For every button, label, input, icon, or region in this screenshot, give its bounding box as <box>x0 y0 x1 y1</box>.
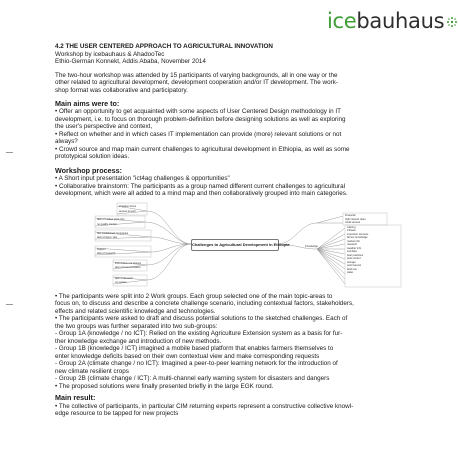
mind-map-node: no quality control <box>97 222 117 226</box>
icebauhaus-logo <box>327 7 449 35</box>
text-line: new climate resilient crops <box>55 367 129 375</box>
process-heading: Workshop process: <box>55 165 122 175</box>
text-line: other related to agricultural development, development cooperation and/or IT development. The work- <box>55 79 338 86</box>
mind-map-node: access to tech <box>119 209 136 213</box>
mind-map-node: lack of demand <box>115 276 133 280</box>
text-line: • Crowd source and map main current challenges to agricultural development in Ethiopia, as well as some <box>55 145 350 153</box>
text-line: • The participants were asked to draft and discuss potential solutions to the sketched challenges. Each of <box>55 315 348 323</box>
text-line: • Collaborative brainstorm: The participants as a group named different current challenges to agricultural <box>55 182 346 190</box>
mind-map-node: lack of input / dev <box>97 235 118 239</box>
text-line: the two groups was further separated into two sub-groups: <box>55 322 218 330</box>
mind-map-node: pest control <box>347 257 361 261</box>
mind-map-node: water <box>347 271 354 275</box>
mind-map-node: soil data <box>347 250 357 254</box>
mind-map-node: high interest rates <box>345 217 366 221</box>
aims-list <box>55 108 405 161</box>
mind-map-node: land use <box>347 267 357 271</box>
mind-map-node: credit access <box>345 221 361 225</box>
mind-map-node: best practices <box>347 253 364 257</box>
text-line: The two-hour workshop was attended by 15 participants of varying backgrounds, all in one way or the <box>55 71 338 79</box>
document-body <box>55 43 405 418</box>
final-line: • The proposed solutions were finally presented briefly in the large EGK round. <box>55 382 274 390</box>
mind-map-image <box>55 201 405 289</box>
mind-map-node: market info <box>347 239 360 243</box>
mind-map-node: extension services <box>347 232 369 236</box>
mind-map-node: training <box>347 225 356 229</box>
mind-map-node: post harvest <box>347 264 362 268</box>
text-line: development, which were all added to a mind map and then collaboratively grouped into main categories. <box>55 190 348 198</box>
text-line: • Offer an opportunity to get acquainted with some aspects of User Centered Design methodology in IT <box>55 108 341 116</box>
text-line: effects and related scientific knowledge and technologies. <box>55 307 216 315</box>
logo-cross-icon <box>446 16 458 28</box>
mind-map-node: no system <box>115 280 127 284</box>
mind-map-node: Climate <box>347 229 356 233</box>
mind-map-node: farmer knowledge <box>347 236 368 240</box>
document-title: 4.2 THE USER CENTERED APPROACH TO AGRICULTURAL INNOVATION <box>55 43 273 50</box>
text-line: - Group 1A (knowledge / no ICT): Relied on the existing Agriculture Extension system as a basis for fur- <box>55 330 343 338</box>
text-line: ther knowledge exchange and introduction of new methods. <box>55 337 222 345</box>
result-heading: Main result: <box>55 393 96 403</box>
mind-map-node: lack of communication <box>115 265 141 269</box>
text-line: focus on, to discuss and describe a concrete challenge scenario, including contextual factors, stakeholders, <box>55 300 354 308</box>
document-subtitle: Workshop by icebauhaus & AhadooTec <box>55 50 165 58</box>
result-list <box>55 403 405 418</box>
document-subtitle: Ethio-German Konnekt, Addis Ababa, November 2014 <box>55 58 206 65</box>
text-line: enter knowledge deficits based on their own contextual view and make corresponding requests <box>55 352 320 360</box>
text-line: • The participants were split into 2 Work groups. Each group selected one of the main topic-areas to <box>55 292 333 300</box>
margin-tick <box>6 152 13 153</box>
mind-map-node: storage <box>347 260 356 264</box>
mind-map-node: research <box>347 243 358 247</box>
text-line: • A Short input presentation "ict4ag challenges & opportunities" <box>55 175 230 183</box>
logo-text-ice: ice <box>327 9 357 33</box>
aims-heading: Main aims were to: <box>55 99 120 108</box>
logo-text-bauhaus: bauhaus <box>356 9 445 33</box>
text-line: - Group 2B (climate change / ICT): A multi-channel early warning system for disasters and dangers <box>55 375 330 383</box>
mind-map-node: lack of research <box>97 251 116 255</box>
mind-map-node: Knowledge <box>305 244 318 248</box>
text-line: always? <box>55 138 78 146</box>
mind-map-node: weather info <box>347 246 362 250</box>
text-line: shop format was collaborative and participatory. <box>55 86 188 94</box>
text-line: • The collective of participants, in particular CIM returning experts represent a constructive collective knowl- <box>55 402 354 410</box>
text-line: • Reflect on whether and in which cases IT implementation can provide (more) relevant solutions or not <box>55 130 342 138</box>
margin-tick <box>6 304 13 305</box>
text-line: the user's perspective and context, <box>55 123 153 131</box>
text-line: prototypical solution ideas. <box>55 153 130 161</box>
mind-map-node: information not shared <box>115 261 141 265</box>
mind-map-node: lack of market price info <box>97 217 125 221</box>
mind-map-node: support <box>97 247 106 251</box>
text-line: - Group 1B (knowledge / ICT) imagined a mobile based platform that enables farmers themselves to <box>55 345 334 353</box>
intro-paragraph <box>55 72 405 95</box>
logo-text <box>327 7 444 35</box>
text-line: edge resource to be tapped for new projects <box>55 410 179 418</box>
text-line: development, i.e. to focus on thorough problem-definition before designing solutions as well as exploring <box>55 115 346 123</box>
mind-map-node: few established companies <box>97 231 129 235</box>
groups-list <box>55 293 405 391</box>
process-list <box>55 175 405 198</box>
mind-map-node: irrigation farms <box>119 204 137 208</box>
text-line: - Group 2A (climate change / no ICT): Imagined a peer-to-peer learning network for the introduction of <box>55 360 338 368</box>
mind-map-node: Financial <box>345 213 356 217</box>
mind-map-center-node: Challenges to Agricultural Development in Ethiopia <box>191 239 279 251</box>
